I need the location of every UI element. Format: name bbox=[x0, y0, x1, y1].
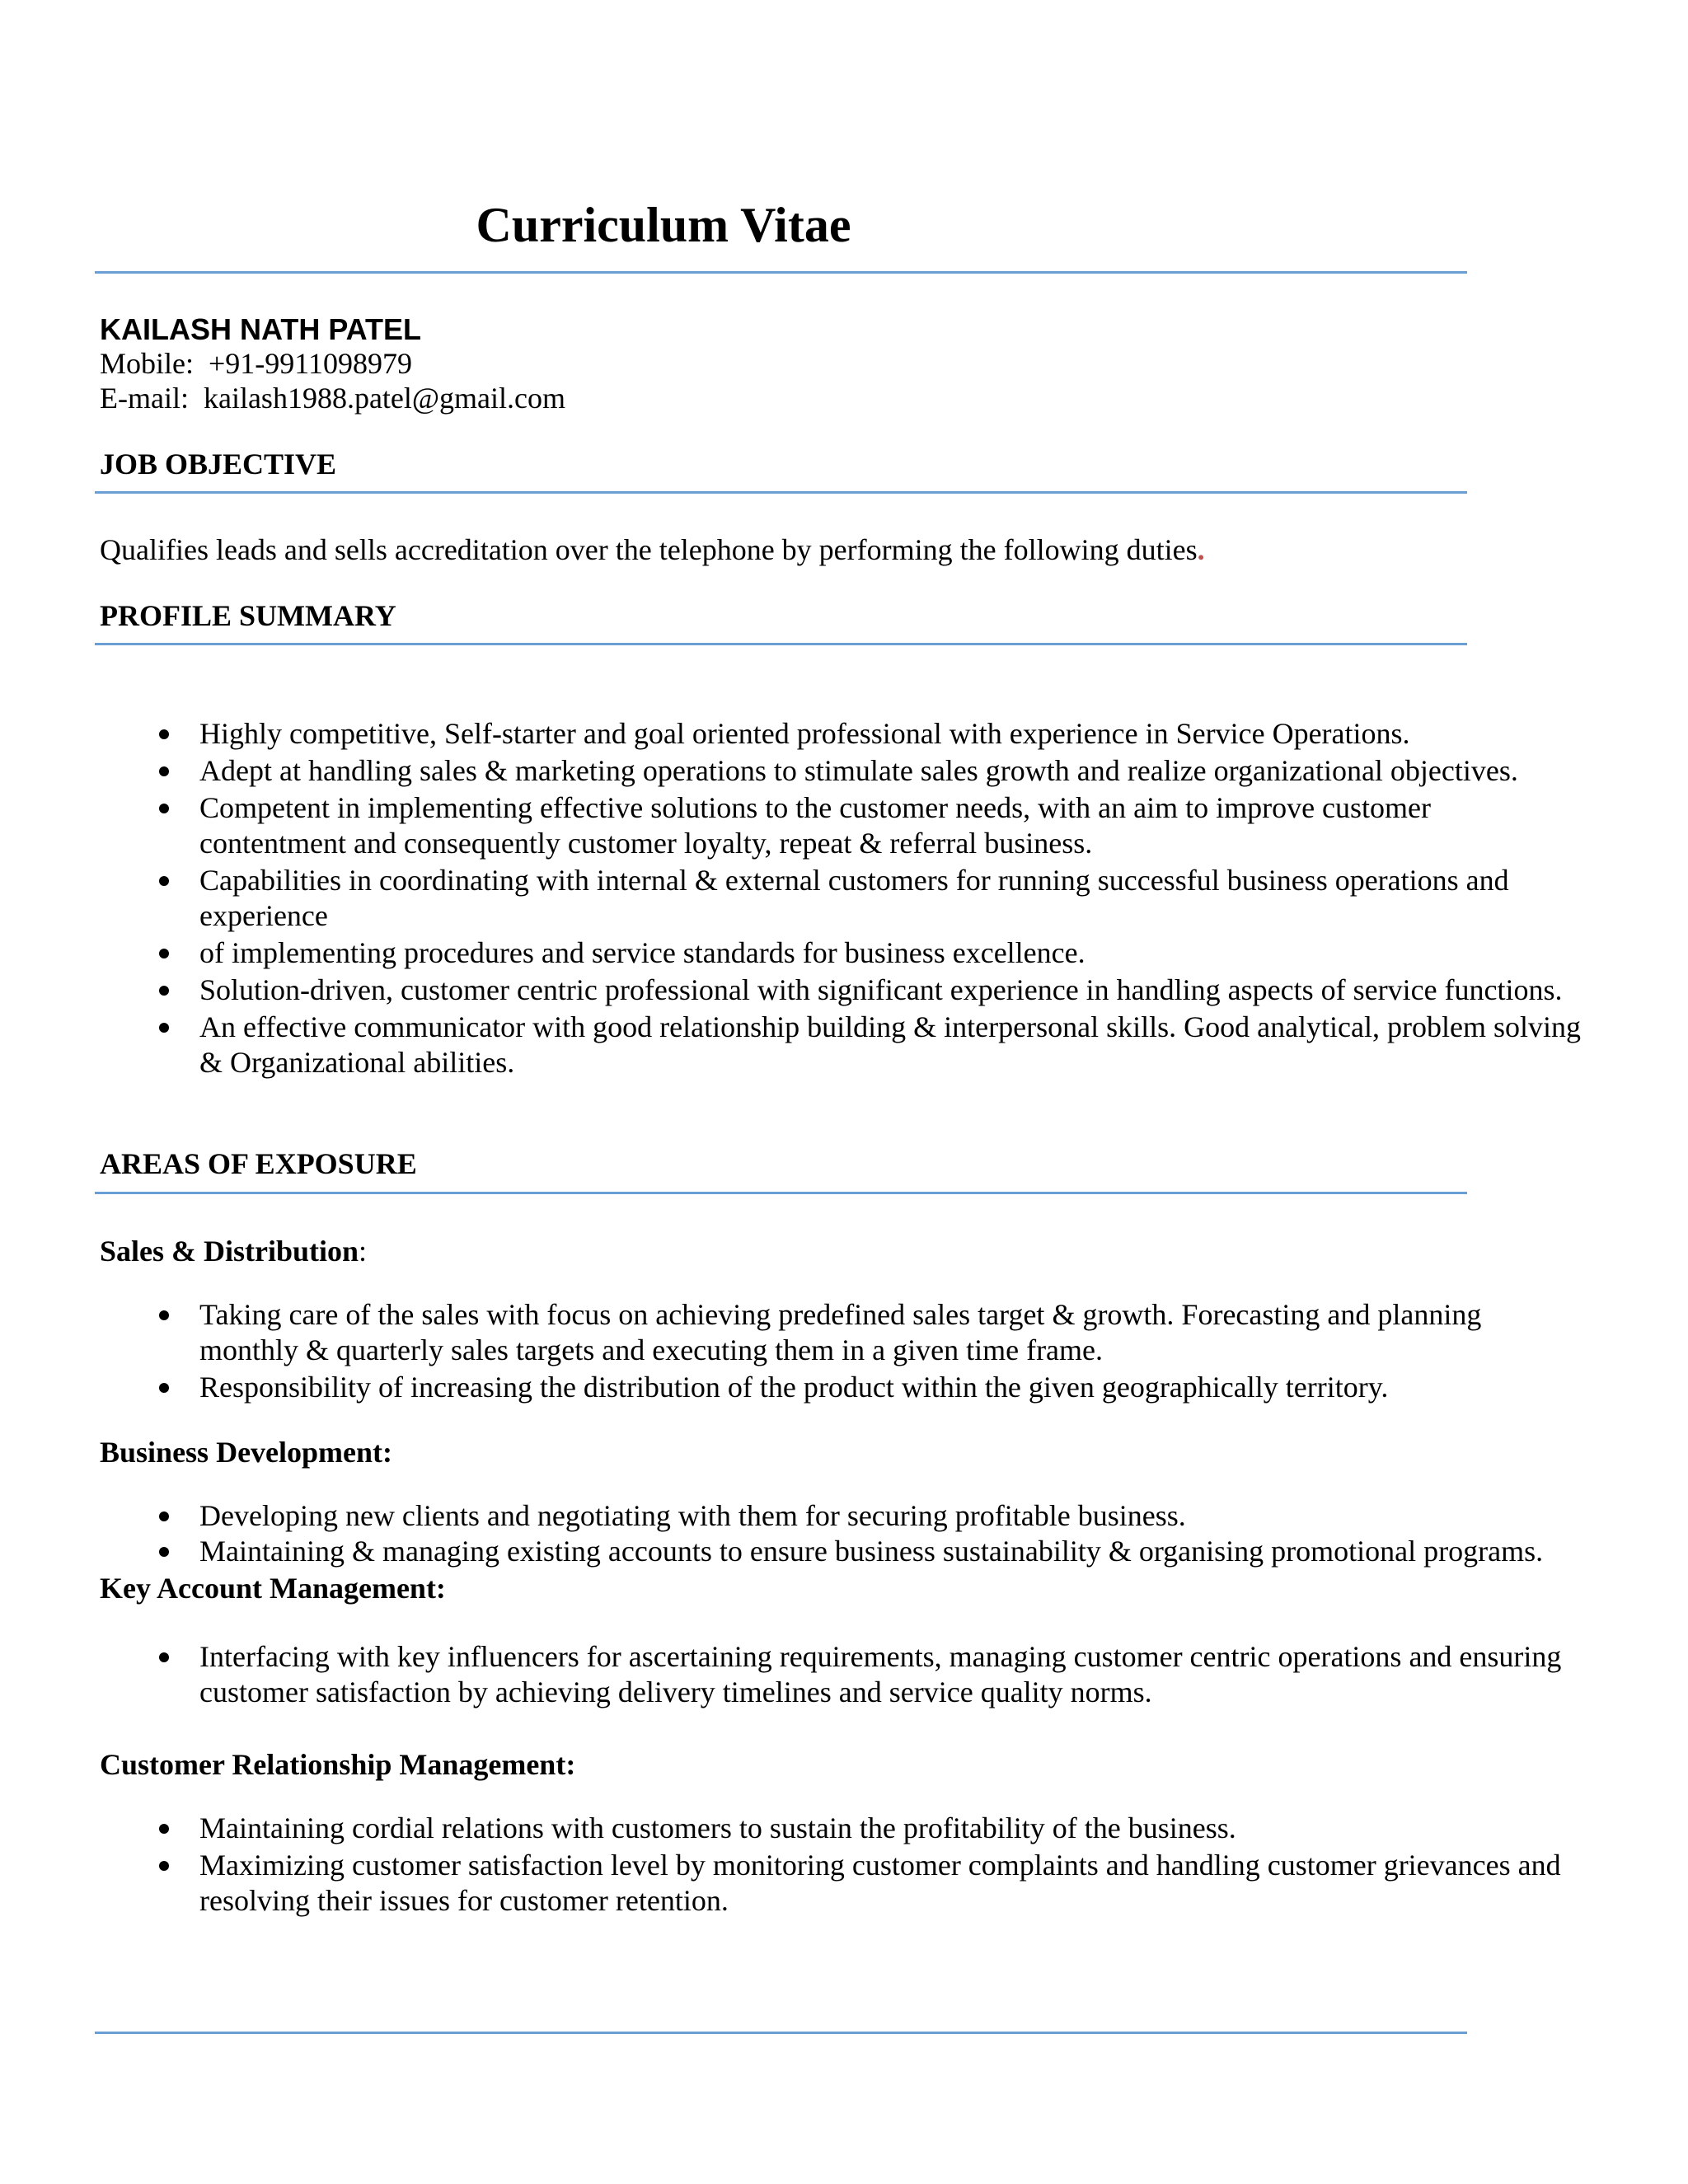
list-item-text: Highly competitive, Self-starter and goal oriented professional with experience in Service Operations. bbox=[199, 717, 1410, 750]
list-item-text: Adept at handling sales & marketing operations to stimulate sales growth and realize organizational objectives. bbox=[199, 754, 1518, 787]
list-item bbox=[100, 972, 1583, 1008]
list-item-text: Capabilities in coordinating with internal & external customers for running successful business operations and experience bbox=[199, 864, 1509, 932]
mobile-label: Mobile: bbox=[100, 347, 194, 380]
bullet-icon bbox=[159, 1652, 169, 1662]
list-item-text: Maintaining cordial relations with customers to sustain the profitability of the business. bbox=[199, 1811, 1236, 1844]
email-line bbox=[100, 380, 565, 416]
list-item-text: Solution-driven, customer centric professional with significant experience in handling aspects of service functions. bbox=[199, 973, 1563, 1006]
candidate-name: KAILASH NATH PATEL bbox=[100, 312, 421, 346]
bullet-icon bbox=[159, 804, 169, 813]
sales-distribution-list bbox=[100, 1297, 1583, 1405]
list-item-text: Maintaining & managing existing accounts to ensure business sustainability & organising promotional programs. bbox=[199, 1535, 1544, 1568]
list-item bbox=[100, 935, 1583, 971]
bullet-icon bbox=[159, 1310, 169, 1320]
list-item-text: Developing new clients and negotiating with them for securing profitable business. bbox=[199, 1499, 1186, 1532]
list-item-text: An effective communicator with good relationship building & interpersonal skills. Good analytical, problem solving & Organizational abilities. bbox=[199, 1010, 1582, 1079]
profile-summary-heading: PROFILE SUMMARY bbox=[100, 599, 396, 632]
business-development-list bbox=[100, 1498, 1583, 1569]
job-objective-heading: JOB OBJECTIVE bbox=[100, 448, 337, 480]
email-label: E-mail: bbox=[100, 382, 189, 415]
bullet-icon bbox=[159, 1383, 169, 1393]
list-item bbox=[100, 790, 1583, 861]
bullet-icon bbox=[159, 1861, 169, 1871]
list-item bbox=[100, 1297, 1583, 1368]
bullet-icon bbox=[159, 729, 169, 739]
list-item bbox=[100, 716, 1583, 752]
business-development-heading: Business Development: bbox=[100, 1436, 393, 1469]
sales-distribution-heading bbox=[100, 1233, 367, 1269]
list-item bbox=[100, 863, 1583, 934]
bullet-icon bbox=[159, 1023, 169, 1033]
bullet-icon bbox=[159, 949, 169, 958]
bullet-icon bbox=[159, 876, 169, 886]
document-title bbox=[0, 196, 1327, 254]
list-item bbox=[100, 1811, 1583, 1846]
list-item-text: Interfacing with key influencers for ascertaining requirements, managing customer centric operations and ensuring customer satisfaction by achieving delivery timelines and service quality norms. bbox=[199, 1640, 1562, 1708]
bullet-icon bbox=[159, 1511, 169, 1521]
sales-distribution-colon: : bbox=[359, 1235, 368, 1268]
areas-of-exposure-heading: AREAS OF EXPOSURE bbox=[100, 1147, 417, 1180]
list-item bbox=[100, 1639, 1583, 1710]
job-objective-text bbox=[100, 532, 1205, 568]
list-item-text: Maximizing customer satisfaction level by monitoring customer complaints and handling customer grievances and resolving their issues for customer retention. bbox=[199, 1849, 1561, 1917]
profile-summary-list bbox=[100, 716, 1583, 1080]
crm-list bbox=[100, 1811, 1583, 1919]
divider bbox=[95, 271, 1467, 274]
mobile-number: +91-9911098979 bbox=[209, 347, 412, 380]
list-item bbox=[100, 1534, 1583, 1569]
list-item-text: Responsibility of increasing the distribution of the product within the given geographically territory. bbox=[199, 1371, 1389, 1404]
divider bbox=[95, 1192, 1467, 1194]
job-objective-end-mark: . bbox=[1197, 533, 1205, 566]
document-title-text: Curriculum Vitae bbox=[476, 198, 851, 252]
list-item-text: Taking care of the sales with focus on achieving predefined sales target & growth. Forecasting and planning monthly & quarterly sales targets and executing them in a given time frame. bbox=[199, 1298, 1482, 1366]
divider bbox=[95, 491, 1467, 494]
bullet-icon bbox=[159, 766, 169, 776]
email-address[interactable]: kailash1988.patel@gmail.com bbox=[203, 382, 566, 415]
bullet-icon bbox=[159, 1547, 169, 1557]
list-item-text: of implementing procedures and service standards for business excellence. bbox=[199, 936, 1085, 969]
bullet-icon bbox=[159, 986, 169, 996]
list-item bbox=[100, 753, 1583, 789]
divider bbox=[95, 2032, 1467, 2034]
key-account-list bbox=[100, 1639, 1583, 1710]
list-item-text: Competent in implementing effective solutions to the customer needs, with an aim to improve customer contentment and consequently customer loyalty, repeat & referral business. bbox=[199, 791, 1432, 860]
mobile-line bbox=[100, 345, 412, 382]
divider bbox=[95, 643, 1467, 645]
list-item bbox=[100, 1848, 1583, 1919]
crm-heading: Customer Relationship Management: bbox=[100, 1748, 576, 1781]
job-objective-body: Qualifies leads and sells accreditation over the telephone by performing the following duties bbox=[100, 533, 1198, 566]
bullet-icon bbox=[159, 1824, 169, 1834]
sales-distribution-title: Sales & Distribution bbox=[100, 1235, 359, 1268]
list-item bbox=[100, 1498, 1583, 1534]
list-item bbox=[100, 1370, 1583, 1405]
list-item bbox=[100, 1010, 1583, 1080]
key-account-heading: Key Account Management: bbox=[100, 1572, 446, 1605]
